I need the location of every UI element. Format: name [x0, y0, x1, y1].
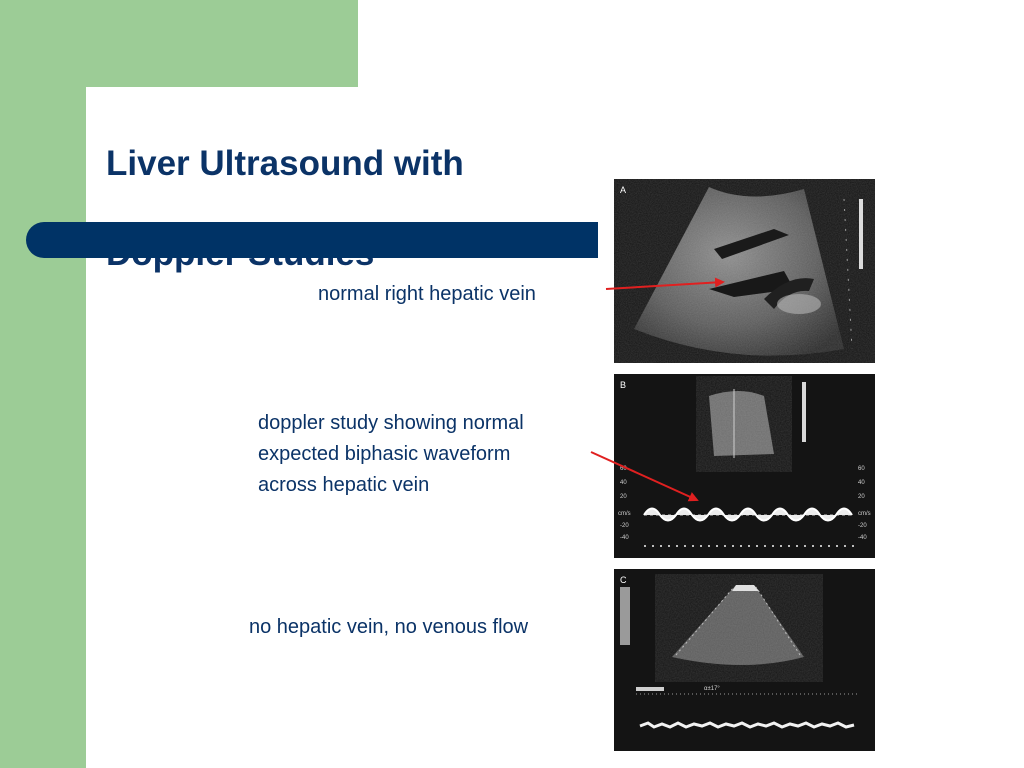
b-scale-right-20: 20	[858, 494, 865, 500]
b-scale-left-60: 60	[620, 466, 627, 472]
title-line-1: Liver Ultrasound with	[106, 144, 464, 183]
caption-normal-hepatic-vein: normal right hepatic vein	[318, 283, 536, 305]
b-scale-right-60: 60	[858, 466, 865, 472]
panel-a-label: A	[620, 185, 627, 195]
b-scale-left-m20: -20	[620, 523, 629, 529]
b-scale-right-unit: cm/s	[858, 511, 871, 517]
arrow-to-waveform	[591, 452, 697, 500]
b-scale-left-m40: -40	[620, 535, 629, 541]
panel-c-label: C	[620, 575, 627, 585]
b-scale-left-unit: cm/s	[618, 511, 631, 517]
b-scale-right-40: 40	[858, 480, 865, 486]
caption-no-venous-flow: no hepatic vein, no venous flow	[249, 616, 529, 638]
arrow-to-hepatic-vein	[606, 282, 723, 289]
caption-doppler-line-1: doppler study showing normal	[258, 412, 524, 434]
b-scale-left-20: 20	[620, 494, 627, 500]
panel-c-angle: α±17°	[704, 686, 720, 692]
b-scale-right-m20: -20	[858, 523, 867, 529]
caption-doppler-line-2: expected biphasic waveform	[258, 443, 511, 465]
b-scale-right-m40: -40	[858, 535, 867, 541]
caption-doppler-line-3: across hepatic vein	[258, 474, 430, 496]
panel-b-label: B	[620, 380, 627, 390]
b-scale-left-40: 40	[620, 480, 627, 486]
